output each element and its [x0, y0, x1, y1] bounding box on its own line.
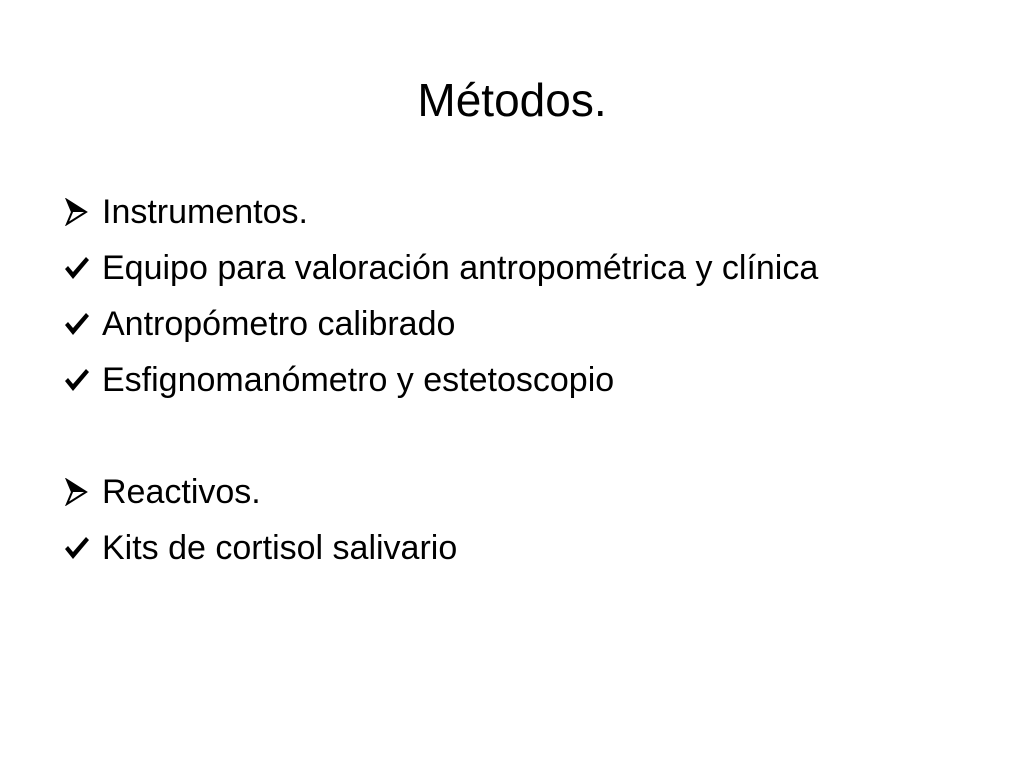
- bullet-item-antropometro: [60, 296, 1000, 352]
- bullet-text: Instrumentos.: [102, 193, 308, 231]
- checkmark-icon: [60, 520, 94, 576]
- arrow-bullet-icon: [60, 184, 94, 240]
- bullet-item-equipo: [60, 240, 1000, 296]
- bullet-text: Antropómetro calibrado: [102, 305, 456, 343]
- slide-title: Métodos.: [417, 74, 607, 126]
- bullet-item-kits: [60, 520, 1000, 576]
- bullet-item-instrumentos: [60, 184, 1000, 240]
- checkmark-icon: [60, 240, 94, 296]
- bullet-item-esfignomanometro: [60, 352, 1000, 408]
- arrow-bullet-icon: [60, 464, 94, 520]
- bullet-text: Reactivos.: [102, 473, 261, 511]
- bullet-text: Equipo para valoración antropométrica y clínica: [102, 249, 819, 287]
- bullet-item-reactivos: [60, 464, 1000, 520]
- bullet-text: Esfignomanómetro y estetoscopio: [102, 361, 615, 399]
- checkmark-icon: [60, 296, 94, 352]
- checkmark-icon: [60, 352, 94, 408]
- bullet-text: Kits de cortisol salivario: [102, 529, 458, 567]
- bullet-list: [60, 184, 1000, 576]
